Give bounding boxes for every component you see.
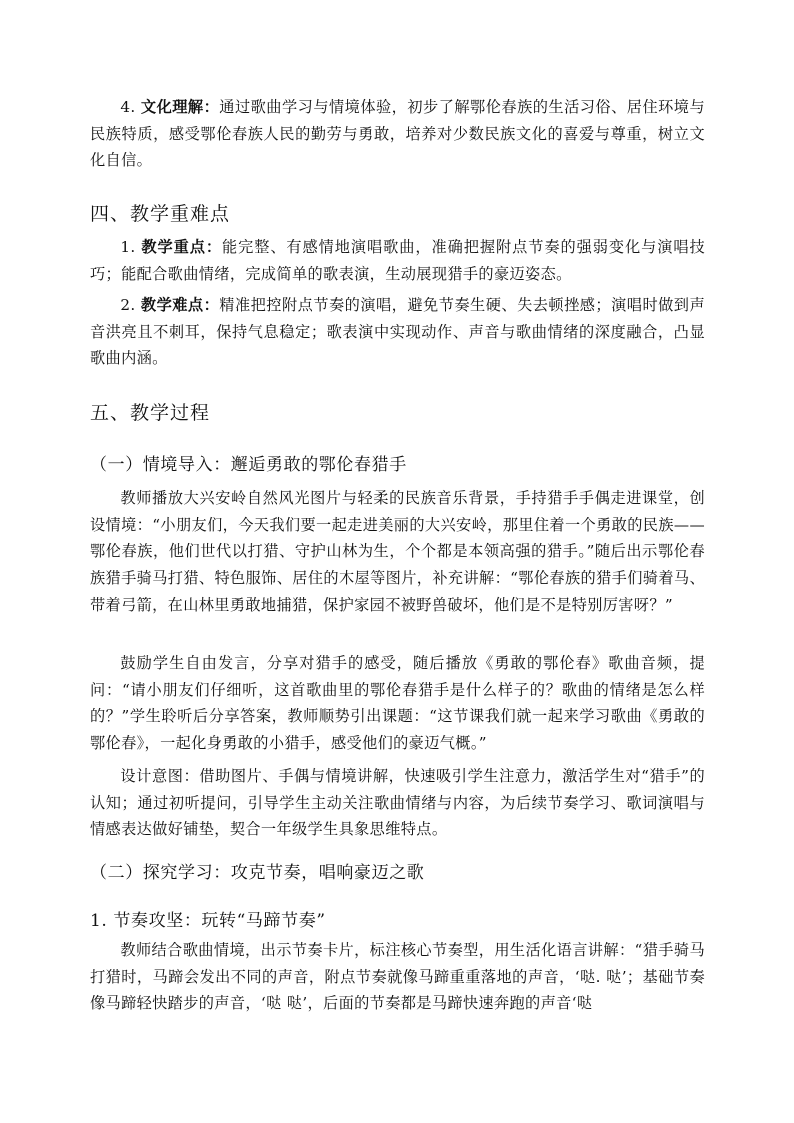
item-number: 4. xyxy=(120,98,141,116)
design-intent-paragraph: 设计意图：借助图片、手偶与情境讲解，快速吸引学生注意力，激活学生对“猎手”的认知；通过初听提问，引导学生主动关注歌曲情绪与内容，为后续节奏学习、歌词演唱与情感表达做好铺垫，契合一年级学生具象思维特点。 xyxy=(90,767,705,839)
intro-paragraph-1: 教师播放大兴安岭自然风光图片与轻柔的民族音乐背景，手持猎手手偶走进课堂，创设情境：“小朋友们，今天我们要一起走进美丽的大兴安岭，那里住着一个勇敢的民族——鄂伦春族，他们世代以打猎、守护山林为生，个个都是本领高强的猎手。”随后出示鄂伦春族猎手骑马打猎、特色服饰、居住的木屋等图片，补充讲解：“鄂伦春族的猎手们骑着马、带着弓箭，在山林里勇敢地捕猎，保护家园不被野兽破坏，他们是不是特别厉害呀？” xyxy=(90,489,705,614)
culture-understanding-paragraph xyxy=(90,94,705,174)
key-point-paragraph xyxy=(90,234,705,287)
item-label: 教学难点： xyxy=(140,296,220,314)
sub-subsection-heading-rhythm: 1. 节奏攻坚：玩转“马蹄节奏” xyxy=(90,911,326,931)
section-heading-key-difficulties: 四、教学重难点 xyxy=(90,203,231,225)
item-number: 2. xyxy=(120,296,141,314)
section-heading-teaching-process: 五、教学过程 xyxy=(90,402,211,424)
item-text: 通过歌曲学习与情境体验，初步了解鄂伦春族的生活习俗、居住环境与民族特质，感受鄂伦春族人民的勤劳与勇敢，培养对少数民族文化的喜爱与尊重，树立文化自信。 xyxy=(90,98,706,170)
item-number: 1. xyxy=(120,238,142,256)
subsection-heading-intro: （一）情境导入：邂逅勇敢的鄂伦春猎手 xyxy=(90,455,407,475)
difficulty-paragraph xyxy=(90,292,705,372)
subsection-heading-explore: （二）探究学习：攻克节奏，唱响豪迈之歌 xyxy=(90,863,425,883)
item-text: 精准把控附点节奏的演唱，避免节奏生硬、失去顿挫感；演唱时做到声音洪亮且不刺耳，保持气息稳定；歌表演中实现动作、声音与歌曲情绪的深度融合，凸显歌曲内涵。 xyxy=(90,296,706,368)
item-label: 文化理解： xyxy=(140,98,220,116)
item-text: 能完整、有感情地演唱歌曲，准确把握附点节奏的强弱变化与演唱技巧；能配合歌曲情绪，完成简单的歌表演，生动展现猎手的豪迈姿态。 xyxy=(90,238,705,283)
rhythm-paragraph: 教师结合歌曲情境，出示节奏卡片，标注核心节奏型，用生活化语言讲解：“猎手骑马打猎时，马蹄会发出不同的声音，附点节奏就像马蹄重重落地的声音，‘哒. 哒’；基础节奏像马蹄轻快踏步的声音，‘哒 哒’，后面的节奏都是马蹄快速奔跑的声音‘哒 xyxy=(90,941,705,1013)
item-label: 教学重点： xyxy=(141,238,222,256)
intro-paragraph-2: 鼓励学生自由发言，分享对猎手的感受，随后播放《勇敢的鄂伦春》歌曲音频，提问：“请小朋友们仔细听，这首歌曲里的鄂伦春猎手是什么样子的？歌曲的情绪是怎么样的？”学生聆听后分享答案，教师顺势引出课题：“这节课我们就一起来学习歌曲《勇敢的鄂伦春》，一起化身勇敢的小猎手，感受他们的豪迈气概。” xyxy=(90,654,705,753)
